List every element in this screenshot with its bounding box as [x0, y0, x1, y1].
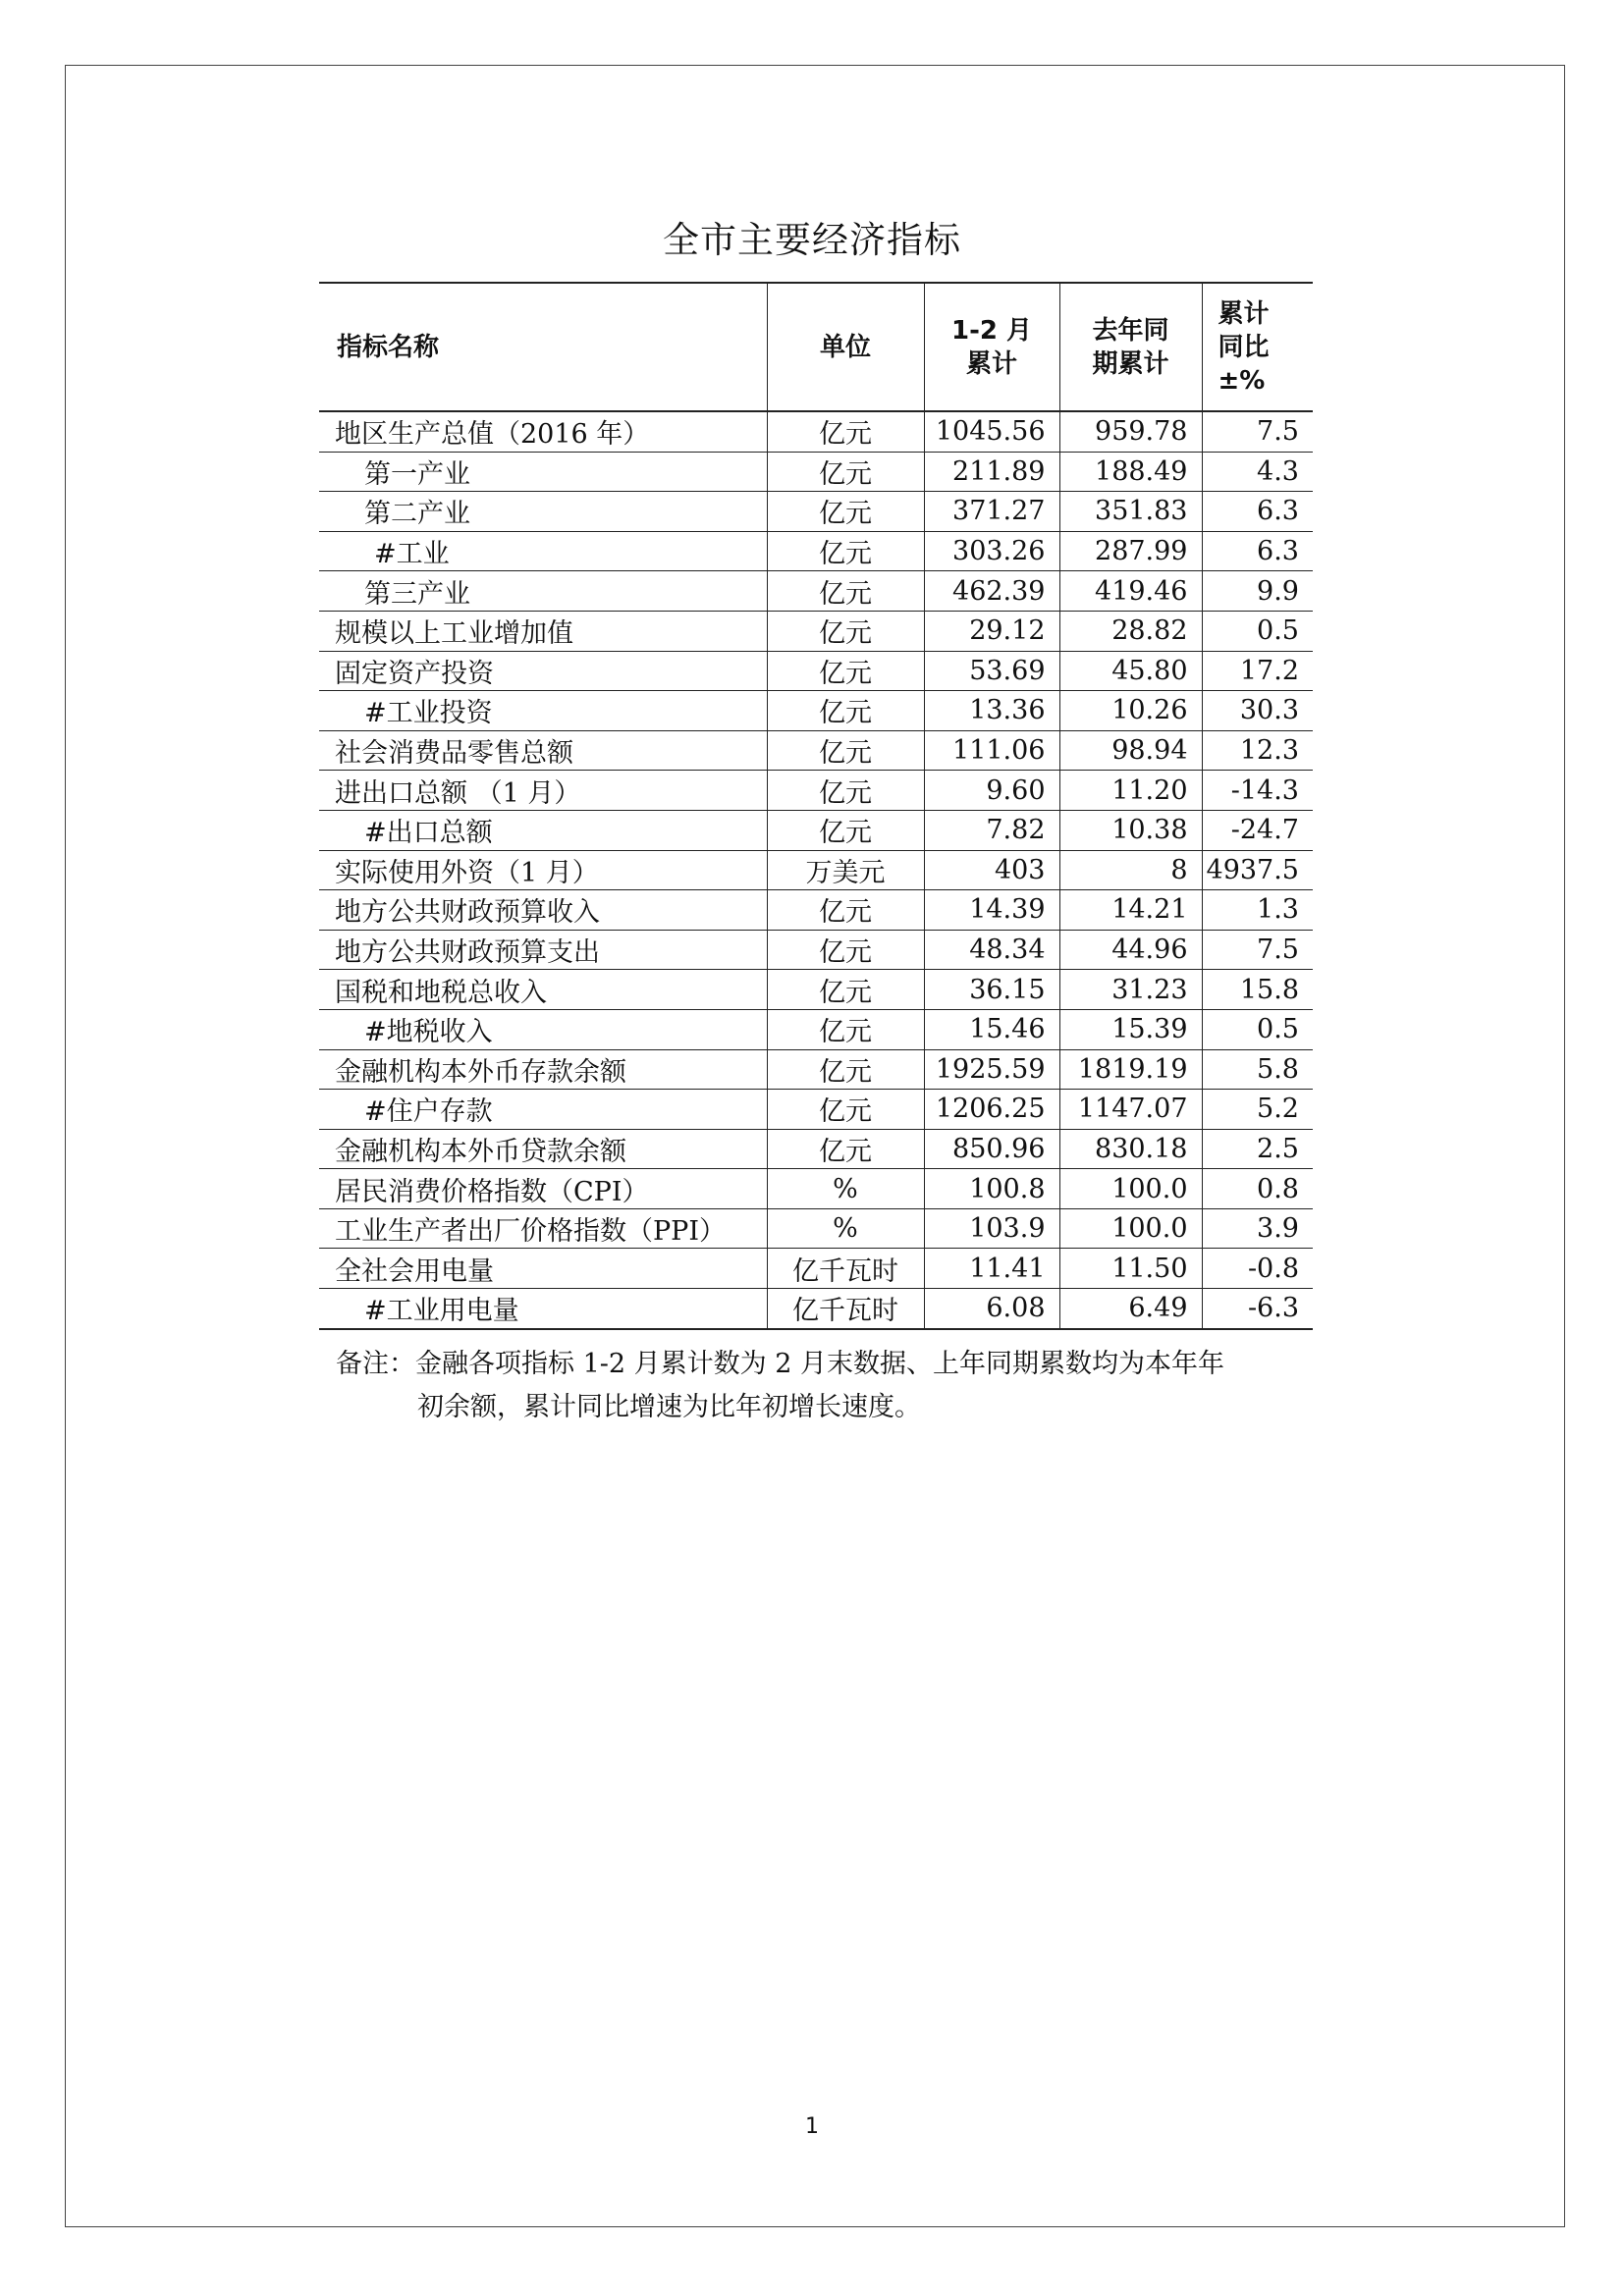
- table-row: [319, 1049, 1313, 1090]
- indicator-name-cell: 第二产业: [319, 492, 767, 532]
- header-current-line1: 1-2 月: [950, 315, 1033, 346]
- footnote-line2: 初余额，累计同比增速为比年初增长速度。: [417, 1392, 921, 1422]
- current-cumulative-cell: 1045.56: [924, 411, 1059, 452]
- current-cumulative-cell: 371.27: [924, 492, 1059, 532]
- table-row: [319, 691, 1313, 731]
- table-row: [319, 1129, 1313, 1169]
- previous-cumulative-cell: 10.38: [1059, 810, 1202, 850]
- previous-cumulative-cell: 28.82: [1059, 611, 1202, 651]
- current-cumulative-cell: 36.15: [924, 970, 1059, 1010]
- header-yoy-change: [1202, 283, 1313, 411]
- indicator-name-cell: 地区生产总值（2016 年）: [319, 411, 767, 452]
- current-cumulative-cell: 103.9: [924, 1208, 1059, 1249]
- yoy-change-cell: 1.3: [1202, 890, 1313, 931]
- previous-cumulative-cell: 15.39: [1059, 1009, 1202, 1049]
- indicator-name-cell: 居民消费价格指数（CPI）: [319, 1169, 767, 1209]
- table-row: [319, 651, 1313, 691]
- unit-cell: 亿元: [767, 531, 924, 571]
- indicator-name-cell: #住户存款: [319, 1090, 767, 1130]
- unit-cell: 亿千瓦时: [767, 1249, 924, 1289]
- previous-cumulative-cell: 45.80: [1059, 651, 1202, 691]
- unit-cell: %: [767, 1169, 924, 1209]
- unit-cell: 万美元: [767, 850, 924, 890]
- indicator-name-cell: 全社会用电量: [319, 1249, 767, 1289]
- current-cumulative-cell: 6.08: [924, 1289, 1059, 1329]
- yoy-change-cell: -6.3: [1202, 1289, 1313, 1329]
- unit-cell: 亿元: [767, 1049, 924, 1090]
- current-cumulative-cell: 403: [924, 850, 1059, 890]
- header-current-cumulative: [924, 283, 1059, 411]
- indicators-table: [319, 282, 1313, 1330]
- indicator-name-cell: 规模以上工业增加值: [319, 611, 767, 651]
- current-cumulative-cell: 211.89: [924, 452, 1059, 492]
- header-previous-line1: 去年同: [1092, 315, 1169, 346]
- table-row: [319, 571, 1313, 612]
- unit-cell: 亿元: [767, 1090, 924, 1130]
- header-yoy-line3: ±%: [1218, 365, 1266, 396]
- yoy-change-cell: -24.7: [1202, 810, 1313, 850]
- indicator-name-cell: #工业投资: [319, 691, 767, 731]
- yoy-change-cell: 6.3: [1202, 492, 1313, 532]
- yoy-change-cell: 30.3: [1202, 691, 1313, 731]
- table-row: [319, 970, 1313, 1010]
- current-cumulative-cell: 53.69: [924, 651, 1059, 691]
- table-row: [319, 771, 1313, 811]
- table-row: [319, 1169, 1313, 1209]
- header-previous-line2: 期累计: [1092, 348, 1169, 379]
- current-cumulative-cell: 1925.59: [924, 1049, 1059, 1090]
- previous-cumulative-cell: 419.46: [1059, 571, 1202, 612]
- table-row: [319, 730, 1313, 771]
- current-cumulative-cell: 11.41: [924, 1249, 1059, 1289]
- yoy-change-cell: 17.2: [1202, 651, 1313, 691]
- table-row: [319, 492, 1313, 532]
- header-yoy-line1: 累计: [1218, 298, 1270, 329]
- yoy-change-cell: 0.5: [1202, 611, 1313, 651]
- current-cumulative-cell: 29.12: [924, 611, 1059, 651]
- previous-cumulative-cell: 100.0: [1059, 1169, 1202, 1209]
- table-row: [319, 890, 1313, 931]
- previous-cumulative-cell: 100.0: [1059, 1208, 1202, 1249]
- table-row: [319, 1249, 1313, 1289]
- unit-cell: 亿元: [767, 691, 924, 731]
- previous-cumulative-cell: 11.50: [1059, 1249, 1202, 1289]
- table-row: [319, 611, 1313, 651]
- previous-cumulative-cell: 830.18: [1059, 1129, 1202, 1169]
- yoy-change-cell: -0.8: [1202, 1249, 1313, 1289]
- indicator-name-cell: 第一产业: [319, 452, 767, 492]
- yoy-change-cell: 7.5: [1202, 411, 1313, 452]
- table-row: [319, 1208, 1313, 1249]
- previous-cumulative-cell: 14.21: [1059, 890, 1202, 931]
- unit-cell: 亿元: [767, 1129, 924, 1169]
- current-cumulative-cell: 7.82: [924, 810, 1059, 850]
- previous-cumulative-cell: 287.99: [1059, 531, 1202, 571]
- indicator-name-cell: 实际使用外资（1 月）: [319, 850, 767, 890]
- indicator-name-cell: #工业: [319, 531, 767, 571]
- table-row: [319, 1289, 1313, 1329]
- header-indicator-name: 指标名称: [319, 283, 767, 411]
- previous-cumulative-cell: 1819.19: [1059, 1049, 1202, 1090]
- yoy-change-cell: 4.3: [1202, 452, 1313, 492]
- yoy-change-cell: 0.5: [1202, 1009, 1313, 1049]
- table-row: [319, 1009, 1313, 1049]
- yoy-change-cell: 5.2: [1202, 1090, 1313, 1130]
- current-cumulative-cell: 462.39: [924, 571, 1059, 612]
- unit-cell: 亿元: [767, 452, 924, 492]
- yoy-change-cell: 9.9: [1202, 571, 1313, 612]
- yoy-change-cell: 2.5: [1202, 1129, 1313, 1169]
- header-previous-cumulative: [1059, 283, 1202, 411]
- current-cumulative-cell: 9.60: [924, 771, 1059, 811]
- indicator-name-cell: 国税和地税总收入: [319, 970, 767, 1010]
- indicator-name-cell: #地税收入: [319, 1009, 767, 1049]
- current-cumulative-cell: 1206.25: [924, 1090, 1059, 1130]
- current-cumulative-cell: 100.8: [924, 1169, 1059, 1209]
- previous-cumulative-cell: 1147.07: [1059, 1090, 1202, 1130]
- footnote: [336, 1343, 1318, 1429]
- indicator-name-cell: 金融机构本外币存款余额: [319, 1049, 767, 1090]
- indicator-name-cell: 地方公共财政预算收入: [319, 890, 767, 931]
- unit-cell: 亿元: [767, 771, 924, 811]
- table-row: [319, 850, 1313, 890]
- table-row: [319, 531, 1313, 571]
- previous-cumulative-cell: 31.23: [1059, 970, 1202, 1010]
- previous-cumulative-cell: 98.94: [1059, 730, 1202, 771]
- table-row: [319, 930, 1313, 970]
- table-row: [319, 452, 1313, 492]
- unit-cell: 亿千瓦时: [767, 1289, 924, 1329]
- unit-cell: 亿元: [767, 730, 924, 771]
- previous-cumulative-cell: 959.78: [1059, 411, 1202, 452]
- header-unit: 单位: [767, 283, 924, 411]
- document-title: 全市主要经济指标: [663, 219, 961, 261]
- unit-cell: 亿元: [767, 411, 924, 452]
- current-cumulative-cell: 303.26: [924, 531, 1059, 571]
- yoy-change-cell: 3.9: [1202, 1208, 1313, 1249]
- table-row: [319, 411, 1313, 452]
- table-row: [319, 1090, 1313, 1130]
- unit-cell: 亿元: [767, 930, 924, 970]
- previous-cumulative-cell: 11.20: [1059, 771, 1202, 811]
- yoy-change-cell: 15.8: [1202, 970, 1313, 1010]
- current-cumulative-cell: 850.96: [924, 1129, 1059, 1169]
- unit-cell: 亿元: [767, 611, 924, 651]
- table-row: [319, 810, 1313, 850]
- footnote-line1: 备注：金融各项指标 1-2 月累计数为 2 月末数据、上年同期累数均为本年年: [336, 1349, 1224, 1379]
- previous-cumulative-cell: 188.49: [1059, 452, 1202, 492]
- yoy-change-cell: 5.8: [1202, 1049, 1313, 1090]
- indicator-name-cell: #工业用电量: [319, 1289, 767, 1329]
- indicator-name-cell: 社会消费品零售总额: [319, 730, 767, 771]
- header-current-line2: 累计: [965, 348, 1017, 379]
- unit-cell: 亿元: [767, 571, 924, 612]
- unit-cell: 亿元: [767, 492, 924, 532]
- current-cumulative-cell: 111.06: [924, 730, 1059, 771]
- unit-cell: 亿元: [767, 651, 924, 691]
- unit-cell: 亿元: [767, 890, 924, 931]
- indicator-name-cell: 工业生产者出厂价格指数（PPI）: [319, 1208, 767, 1249]
- yoy-change-cell: 12.3: [1202, 730, 1313, 771]
- yoy-change-cell: 4937.5: [1202, 850, 1313, 890]
- indicator-name-cell: 第三产业: [319, 571, 767, 612]
- yoy-change-cell: -14.3: [1202, 771, 1313, 811]
- yoy-change-cell: 0.8: [1202, 1169, 1313, 1209]
- page-number: 1: [805, 2114, 819, 2139]
- indicator-name-cell: 地方公共财政预算支出: [319, 930, 767, 970]
- yoy-change-cell: 7.5: [1202, 930, 1313, 970]
- current-cumulative-cell: 48.34: [924, 930, 1059, 970]
- previous-cumulative-cell: 351.83: [1059, 492, 1202, 532]
- current-cumulative-cell: 13.36: [924, 691, 1059, 731]
- previous-cumulative-cell: 44.96: [1059, 930, 1202, 970]
- previous-cumulative-cell: 10.26: [1059, 691, 1202, 731]
- indicator-name-cell: 进出口总额 （1 月）: [319, 771, 767, 811]
- indicator-name-cell: 固定资产投资: [319, 651, 767, 691]
- previous-cumulative-cell: 8: [1059, 850, 1202, 890]
- table-header-row: [319, 283, 1313, 411]
- indicator-name-cell: #出口总额: [319, 810, 767, 850]
- unit-cell: 亿元: [767, 810, 924, 850]
- previous-cumulative-cell: 6.49: [1059, 1289, 1202, 1329]
- unit-cell: %: [767, 1208, 924, 1249]
- header-yoy-line2: 同比: [1218, 332, 1270, 362]
- current-cumulative-cell: 14.39: [924, 890, 1059, 931]
- yoy-change-cell: 6.3: [1202, 531, 1313, 571]
- unit-cell: 亿元: [767, 1009, 924, 1049]
- unit-cell: 亿元: [767, 970, 924, 1010]
- indicator-name-cell: 金融机构本外币贷款余额: [319, 1129, 767, 1169]
- current-cumulative-cell: 15.46: [924, 1009, 1059, 1049]
